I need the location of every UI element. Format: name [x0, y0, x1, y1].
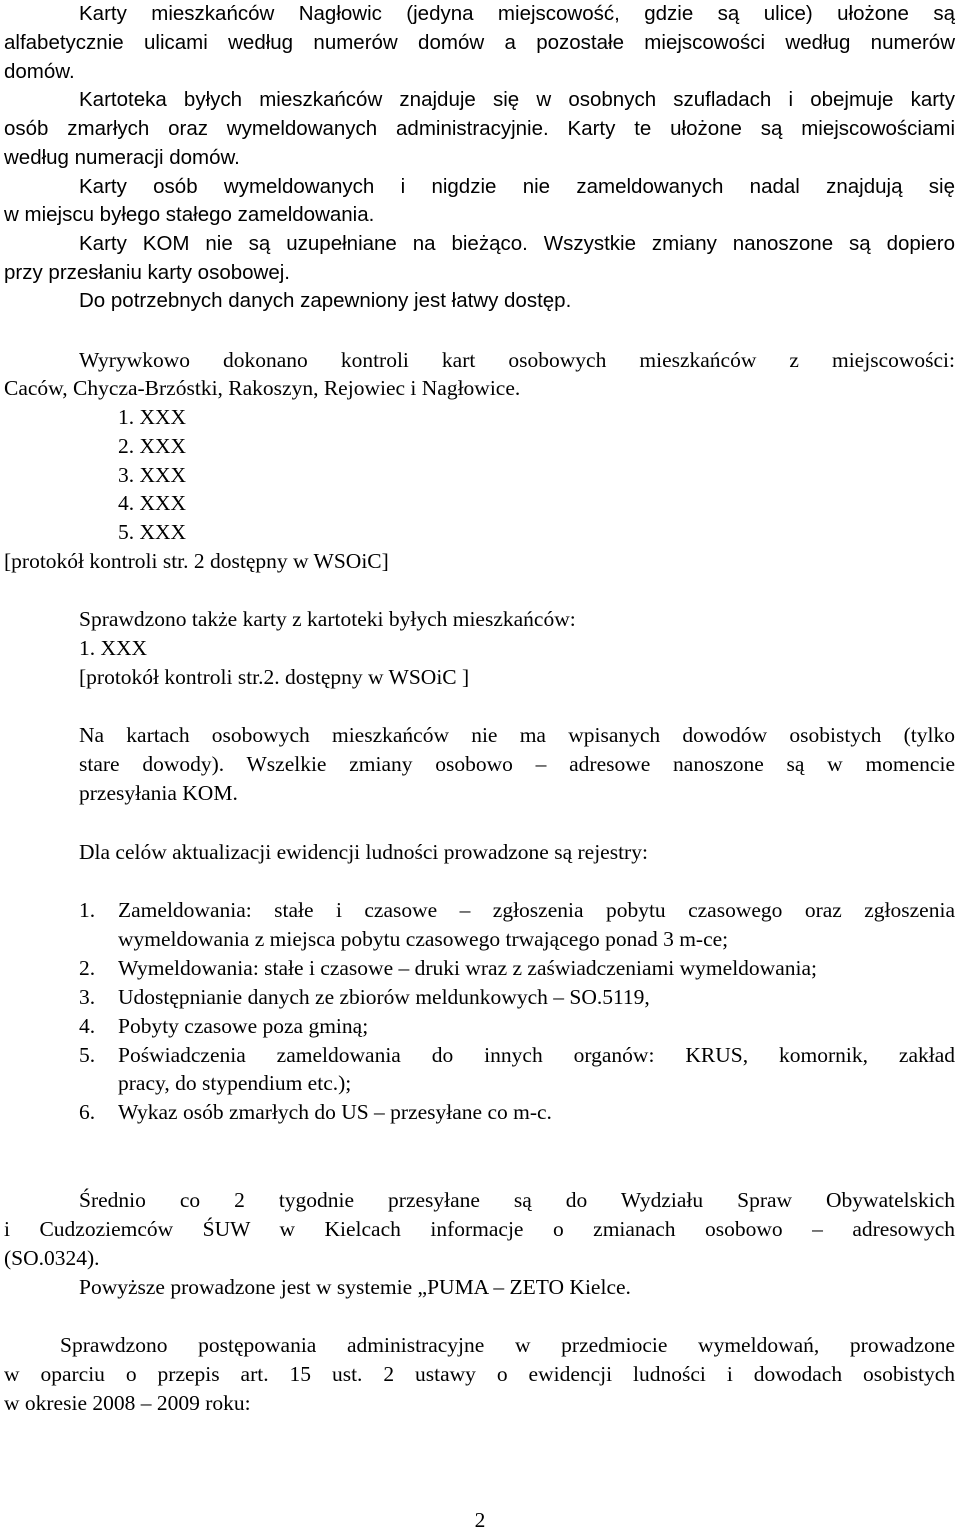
control-line-1: Wyrywkowo dokonano kontroli kart osobowych mieszkańców z miejscowości:	[79, 348, 955, 372]
register-item-text: Zameldowania: stałe i czasowe – zgłoszenia pobytu czasowego oraz zgłoszenia	[118, 898, 955, 922]
register-item-text: wymeldowania z miejsca pobytu czasowego trwającego ponad 3 m-ce;	[118, 927, 729, 951]
files-paragraph-1-line-3: domów.	[4, 60, 75, 83]
admin-line-2: w oparciu o przepis art. 15 ust. 2 ustawy o ewidencji ludności i dowodach osobistych	[4, 1362, 955, 1386]
register-item-number: 2.	[79, 956, 96, 980]
control-list-item: 3. XXX	[118, 463, 187, 487]
register-item-number: 5.	[79, 1043, 96, 1067]
register-item-number: 6.	[79, 1100, 96, 1124]
reports-line-4: Powyższe prowadzone jest w systemie „PUMA – ZETO Kielce.	[79, 1275, 631, 1299]
ids-line-2: stare dowody). Wszelkie zmiany osobowo – adresowe nanoszone są w momencie	[79, 752, 955, 776]
register-item-text: Pobyty czasowe poza gminą;	[118, 1014, 369, 1038]
register-item-text: Udostępnianie danych ze zbiorów meldunkowych – SO.5119,	[118, 985, 650, 1009]
control-list-item: 2. XXX	[118, 434, 187, 458]
files-paragraph-5-line-1: Do potrzebnych danych zapewniony jest łatwy dostęp.	[79, 289, 572, 312]
files-paragraph-4-line-1: Karty KOM nie są uzupełniane na bieżąco. Wszystkie zmiany nanoszone są dopiero	[79, 232, 955, 255]
former-line-1: Sprawdzono także karty z kartoteki byłych mieszkańców:	[79, 607, 576, 631]
files-paragraph-4-line-2: przy przesłaniu karty osobowej.	[4, 261, 290, 284]
registers-intro: Dla celów aktualizacji ewidencji ludności prowadzone są rejestry:	[79, 840, 648, 864]
register-item-text: Wykaz osób zmarłych do US – przesyłane co m-c.	[118, 1100, 552, 1124]
ids-line-1: Na kartach osobowych mieszkańców nie ma wpisanych dowodów osobistych (tylko	[79, 723, 955, 747]
ids-line-3: przesyłania KOM.	[79, 781, 238, 805]
admin-line-1: Sprawdzono postępowania administracyjne w przedmiocie wymeldowań, prowadzone	[60, 1333, 955, 1357]
files-paragraph-3-line-1: Karty osób wymeldowanych i nigdzie nie zameldowanych nadal znajdują się	[79, 175, 955, 198]
register-item-number: 1.	[79, 898, 96, 922]
reports-line-3: (SO.0324).	[4, 1246, 100, 1270]
register-item-text: Poświadczenia zameldowania do innych organów: KRUS, komornik, zakład	[118, 1043, 955, 1067]
former-list-item: 1. XXX	[79, 636, 148, 660]
control-list-item: 1. XXX	[118, 405, 187, 429]
admin-line-3: w okresie 2008 – 2009 roku:	[4, 1391, 251, 1415]
register-item-number: 3.	[79, 985, 96, 1009]
control-line-2: Caców, Chycza-Brzóstki, Rakoszyn, Rejowiec i Nagłowice.	[4, 376, 521, 400]
page-number: 2	[474, 1508, 486, 1532]
files-paragraph-2-line-1: Kartoteka byłych mieszkańców znajduje się w osobnych szufladach i obejmuje karty	[79, 88, 955, 111]
register-item-text: Wymeldowania: stałe i czasowe – druki wraz z zaświadczeniami wymeldowania;	[118, 956, 817, 980]
register-item-number: 4.	[79, 1014, 96, 1038]
files-paragraph-1-line-2: alfabetycznie ulicami według numerów domów a pozostałe miejscowości według numerów	[4, 31, 955, 54]
former-protocol-note: [protokół kontroli str.2. dostępny w WSOiC ]	[79, 665, 470, 689]
reports-line-2: i Cudzoziemców ŚUW w Kielcach informacje o zmianach osobowo – adresowych	[4, 1217, 955, 1241]
reports-line-1: Średnio co 2 tygodnie przesyłane są do Wydziału Spraw Obywatelskich	[79, 1188, 955, 1212]
control-protocol-note: [protokół kontroli str. 2 dostępny w WSOiC]	[4, 549, 389, 573]
register-item-text: pracy, do stypendium etc.);	[118, 1071, 352, 1095]
control-list-item: 4. XXX	[118, 491, 187, 515]
control-list-item: 5. XXX	[118, 520, 187, 544]
files-paragraph-2-line-3: według numeracji domów.	[4, 146, 240, 169]
files-paragraph-1-line-1: Karty mieszkańców Nagłowic (jedyna miejscowość, gdzie są ulice) ułożone są	[79, 2, 955, 25]
files-paragraph-2-line-2: osób zmarłych oraz wymeldowanych administracyjnie. Karty te ułożone są miejscowościami	[4, 117, 955, 140]
files-paragraph-3-line-2: w miejscu byłego stałego zameldowania.	[4, 203, 375, 226]
